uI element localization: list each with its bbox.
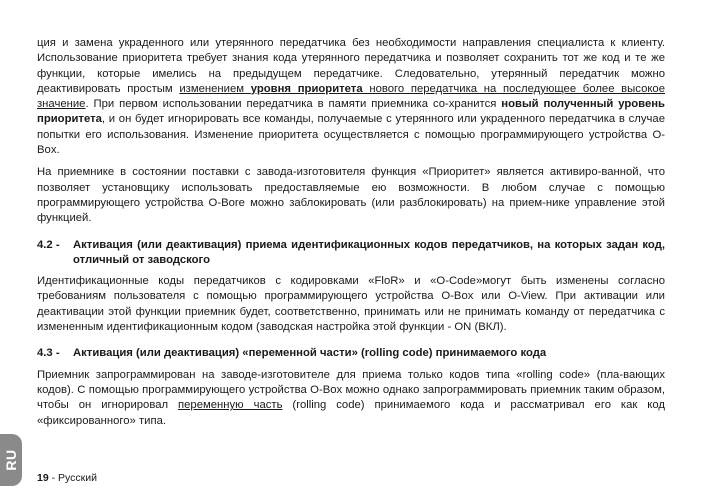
paragraph-factory-state: На приемнике в состоянии поставки с завода-изготовителя функция «Приоритет» является активиро-ванной, что позволяет установщику использовать предоставляемые ею возможности. В любом случае с помощью программирующего устройства O-Bore можно заблокировать (или разблокировать) на прием-нике управление этой функцией.: [37, 166, 665, 225]
underlined-text: переменную часть: [178, 399, 283, 412]
language-tab-label: RU: [3, 449, 19, 471]
language-tab: [0, 434, 22, 486]
section-heading-4-3: [37, 346, 665, 361]
footer-language: - Русский: [48, 472, 97, 484]
text: нового передатчика на последующее более высокое значение: [37, 82, 665, 111]
section-title: Активация (или деактивация) «переменной части» (rolling code) принимаемого кода: [73, 347, 547, 360]
section-heading-4-2: [37, 238, 665, 269]
paragraph-rolling-code: [37, 368, 665, 429]
paragraph-id-codes: Идентификационные коды передатчиков с кодировками «FloR» и «O-Code»могут быть изменены согласно требованиям пользователя с помощью программирующего устройства O-Box или O-View. При активации или деактивации этой функции приемник будет, соответственно, принимать или не принимать команду от передатчика с измененным идентификационным кодом (заводская настройка этой функции - ON (ВКЛ).: [37, 275, 665, 334]
text: ция и замена украденного или утерянного передатчика без необходимости направления специалиста к клиенту. Использование приоритета требует знания кода утерянного передатчика и позволяет сохранить тот же код и те же функции, которые имелись на предыдущем передатчике. Следовательно, утерянный передатчик можно деактивировать простым: [37, 37, 665, 95]
section-number: 4.3 -: [37, 347, 60, 360]
paragraph-priority: [37, 36, 665, 158]
text: изменением: [179, 82, 251, 95]
bold-text: новый полученный уровень приоритета: [37, 98, 665, 126]
text: Приемник запрограммирован на заводе-изготовителе для приема только кодов типа «rolling code» (пла-вающих кодов). С помощью программирующего устройства O-Box можно однако запрограммировать приемник таким образом, чтобы он игнорировал: [37, 368, 665, 412]
bold-text: уровня приоритета: [250, 82, 363, 95]
section-number: 4.2 -: [37, 238, 60, 251]
text: (rolling code) принимаемого кода и рассматривал его как код «фиксированного» типа.: [37, 399, 665, 427]
section-title: Активация (или деактивация) приема идентификационных кодов передатчиков, на которых задан код, отличный от заводского: [73, 238, 665, 266]
page-number: 19: [37, 472, 49, 484]
text: , и он будет игнорировать все команды, получаемые с утерянного или украденного передатчика в случае попытки его использования. Изменение приоритета осуществляется с помощью программирующего устройства O-Box.: [37, 113, 665, 157]
text: . При первом использовании передатчика в памяти приемника со-хранится: [85, 98, 502, 111]
page-content: [37, 36, 665, 429]
page-footer: [37, 472, 97, 484]
